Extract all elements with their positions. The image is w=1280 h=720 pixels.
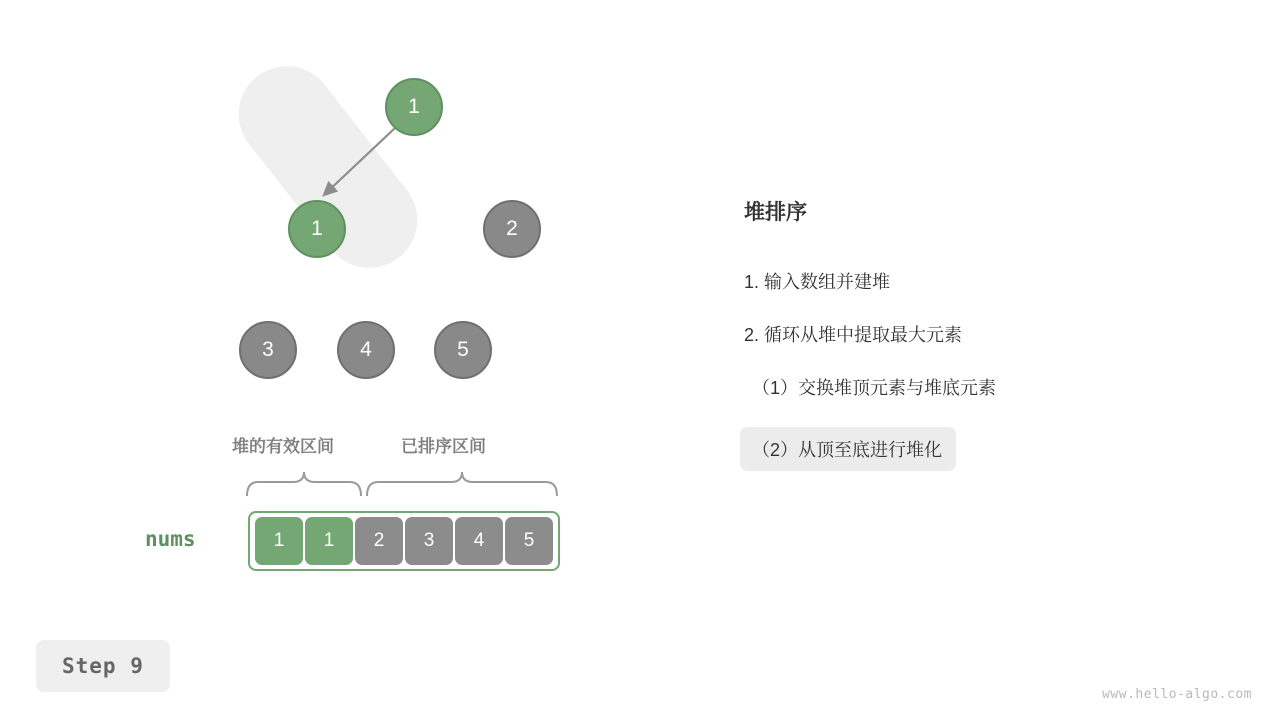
array-cell bbox=[505, 517, 553, 565]
watermark: www.hello-algo.com bbox=[1102, 687, 1252, 702]
tree-node bbox=[483, 200, 541, 258]
step-item-2-1: （1）交换堆顶元素与堆底元素 bbox=[752, 378, 997, 398]
tree-node bbox=[337, 321, 395, 379]
heap-range-label: 堆的有效区间 bbox=[232, 437, 334, 456]
array-cell bbox=[255, 517, 303, 565]
array-cell bbox=[305, 517, 353, 565]
tree-node bbox=[239, 321, 297, 379]
tree-node-value: 1 bbox=[311, 217, 323, 240]
array-container bbox=[248, 511, 560, 571]
array-cell-value: 5 bbox=[523, 530, 535, 551]
array-cell-value: 1 bbox=[323, 530, 335, 551]
tree-node-value: 1 bbox=[408, 95, 420, 118]
tree-edges-svg bbox=[0, 0, 700, 470]
array-cell-value: 1 bbox=[273, 530, 285, 551]
binary-heap-tree bbox=[0, 0, 700, 470]
array-cell-value: 4 bbox=[473, 530, 485, 551]
range-braces-svg bbox=[245, 470, 665, 510]
algorithm-steps-panel bbox=[744, 196, 1204, 471]
array-cell bbox=[355, 517, 403, 565]
step-item-2: 2. 循环从堆中提取最大元素 bbox=[744, 325, 963, 345]
array-cell-value: 3 bbox=[423, 530, 435, 551]
tree-node-value: 4 bbox=[360, 338, 372, 361]
array-cell bbox=[405, 517, 453, 565]
tree-node-value: 5 bbox=[457, 338, 469, 361]
array-cell bbox=[455, 517, 503, 565]
array-name-label: nums bbox=[145, 527, 196, 551]
sorted-range-label: 已排序区间 bbox=[401, 437, 486, 456]
step-badge: Step 9 bbox=[36, 640, 170, 692]
step-item-1: 1. 输入数组并建堆 bbox=[744, 272, 891, 292]
tree-node-value: 3 bbox=[262, 338, 274, 361]
array-cell-value: 2 bbox=[373, 530, 385, 551]
panel-title: 堆排序 bbox=[744, 201, 807, 224]
step-item-2-2: （2）从顶至底进行堆化 bbox=[740, 427, 956, 471]
tree-node-value: 2 bbox=[506, 217, 518, 240]
tree-node bbox=[385, 78, 443, 136]
tree-node bbox=[288, 200, 346, 258]
tree-node bbox=[434, 321, 492, 379]
